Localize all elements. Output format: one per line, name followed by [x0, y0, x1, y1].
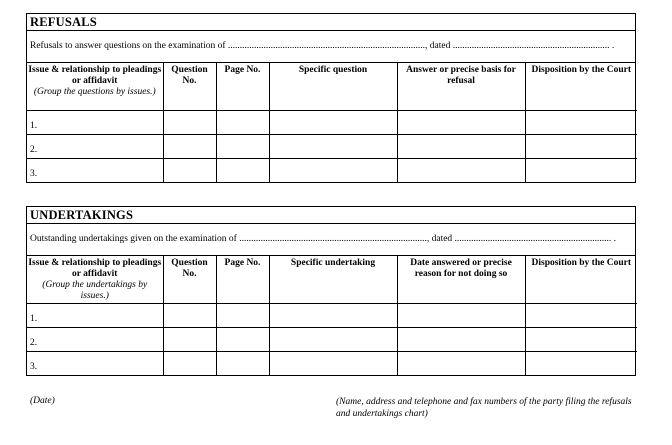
- row-number: 1.: [27, 110, 163, 134]
- table-row: [27, 351, 637, 375]
- refusals-header-row: [27, 63, 637, 110]
- row-number: 3.: [27, 158, 163, 182]
- cell-disposition[interactable]: [525, 327, 637, 351]
- cell-answer[interactable]: [397, 134, 525, 158]
- row-number: 2.: [27, 134, 163, 158]
- undertakings-table: [27, 256, 637, 375]
- refusals-section: [26, 13, 636, 183]
- cell-question-no[interactable]: [163, 110, 216, 134]
- refusals-table: [27, 63, 637, 182]
- cell-answer[interactable]: [397, 351, 525, 375]
- column-header-specific-question: Specific question: [269, 63, 397, 110]
- refusals-examination-line: Refusals to answer questions on the examination of ..................................................................................., dated .................................................................. .: [27, 31, 635, 63]
- table-row: [27, 158, 637, 182]
- party-details-label: (Name, address and telephone and fax numbers of the party filing the refusals and undertakings chart): [336, 397, 632, 419]
- column-header-disposition: Disposition by the Court: [525, 63, 637, 110]
- cell-page-no[interactable]: [216, 303, 269, 327]
- cell-specific[interactable]: [269, 351, 397, 375]
- cell-specific[interactable]: [269, 110, 397, 134]
- cell-page-no[interactable]: [216, 110, 269, 134]
- table-row: [27, 110, 637, 134]
- cell-page-no[interactable]: [216, 327, 269, 351]
- column-header-specific-undertaking: Specific undertaking: [269, 256, 397, 303]
- column-header-issue-note: (Group the questions by issues.): [33, 87, 156, 97]
- cell-specific[interactable]: [269, 134, 397, 158]
- cell-specific[interactable]: [269, 327, 397, 351]
- cell-specific[interactable]: [269, 303, 397, 327]
- column-header-issue-label: Issue & relationship to pleadings or affidavit: [28, 65, 162, 86]
- table-row: [27, 134, 637, 158]
- cell-page-no[interactable]: [216, 351, 269, 375]
- cell-question-no[interactable]: [163, 134, 216, 158]
- cell-question-no[interactable]: [163, 327, 216, 351]
- cell-question-no[interactable]: [163, 303, 216, 327]
- column-header-issue: [27, 63, 163, 110]
- cell-answer[interactable]: [397, 158, 525, 182]
- row-number: 2.: [27, 327, 163, 351]
- column-header-issue-label: Issue & relationship to pleadings or affidavit: [28, 258, 162, 279]
- column-header-page-no: Page No.: [216, 63, 269, 110]
- cell-question-no[interactable]: [163, 158, 216, 182]
- table-row: [27, 303, 637, 327]
- cell-specific[interactable]: [269, 158, 397, 182]
- cell-question-no[interactable]: [163, 351, 216, 375]
- undertakings-section: [26, 206, 636, 376]
- refusals-heading: REFUSALS: [27, 14, 635, 31]
- cell-disposition[interactable]: [525, 158, 637, 182]
- row-number: 3.: [27, 351, 163, 375]
- cell-disposition[interactable]: [525, 303, 637, 327]
- cell-answer[interactable]: [397, 303, 525, 327]
- cell-answer[interactable]: [397, 110, 525, 134]
- column-header-disposition: Disposition by the Court: [525, 256, 637, 303]
- column-header-date-answered: Date answered or precise reason for not doing so: [397, 256, 525, 303]
- column-header-issue: [27, 256, 163, 303]
- undertakings-examination-line: Outstanding undertakings given on the examination of ..............................................................................., dated .................................................................. .: [27, 224, 635, 256]
- cell-disposition[interactable]: [525, 134, 637, 158]
- cell-page-no[interactable]: [216, 158, 269, 182]
- date-label: (Date): [30, 396, 55, 406]
- undertakings-header-row: [27, 256, 637, 303]
- column-header-question-no: Question No.: [163, 256, 216, 303]
- row-number: 1.: [27, 303, 163, 327]
- column-header-question-no: Question No.: [163, 63, 216, 110]
- table-row: [27, 327, 637, 351]
- cell-page-no[interactable]: [216, 134, 269, 158]
- cell-answer[interactable]: [397, 327, 525, 351]
- cell-disposition[interactable]: [525, 110, 637, 134]
- column-header-issue-note: (Group the undertakings by issues.): [42, 280, 148, 301]
- column-header-page-no: Page No.: [216, 256, 269, 303]
- column-header-answer: Answer or precise basis for refusal: [397, 63, 525, 110]
- undertakings-heading: UNDERTAKINGS: [27, 207, 635, 224]
- cell-disposition[interactable]: [525, 351, 637, 375]
